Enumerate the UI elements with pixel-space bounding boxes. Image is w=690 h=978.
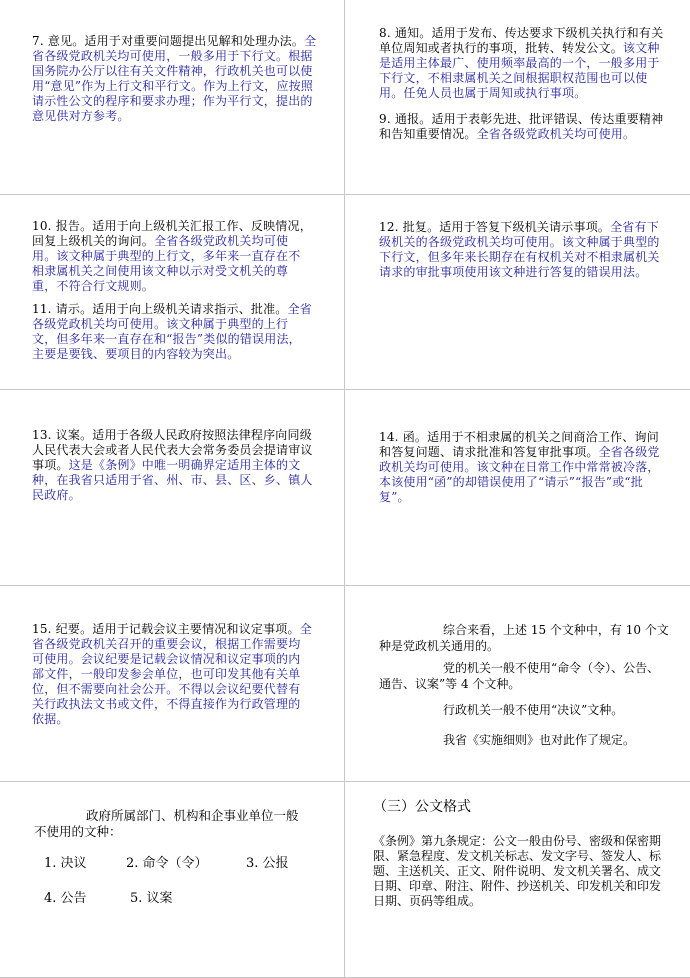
paragraph-qingshi [32, 302, 312, 362]
paragraph-tongbao [379, 112, 669, 142]
summary-paragraph-4: 我省《实施细则》也对此作了规定。 [443, 733, 636, 747]
paragraph-detail: 全省各级党政机关均可使用。该文种属于典型的上行文，但多年来一直存在和“报告”类似的错误用法，主要是要钱、要项目的内容较为突出。 [32, 302, 312, 361]
paragraph-yian [32, 428, 314, 503]
panel-summary [345, 586, 690, 782]
paragraph-han [379, 430, 669, 505]
paragraph-detail: 这是《条例》中唯一明确界定适用主体的文种，在我省只适用于省、州、市、县、区、乡、镇人民政府。 [32, 458, 313, 502]
panel-tongzhi-tongbao [345, 0, 690, 195]
paragraph-detail: 全省各级党政机关均可使用。该文种属于典型的上行文，多年来一直存在不相隶属机关之间使用该文种以示对受文机关的尊重，不符合行文规则。 [32, 234, 301, 293]
summary-paragraph-2: 党的机关一般不使用“命令（令）、公告、通告、议案”等 4 个文种。 [379, 661, 660, 691]
paragraph-lead: 13. 议案。适用于各级人民政府按照法律程序向同级人民代表大会或者人民代表大会常务委员会提请审议事项。 [32, 428, 313, 472]
paragraph-lead: 11. 请示。适用于向上级机关请求指示、批准。 [32, 302, 288, 316]
paragraph-detail: 全省有下级机关的各级党政机关均可使用。该文种属于典型的下行文，但多年来长期存在有权机关对不相隶属机关请求的审批事项使用该文种进行答复的错误用法。 [379, 220, 660, 279]
panel-yijian [0, 0, 345, 195]
paragraph-baogao [32, 219, 312, 294]
format-paragraph: 《条例》第九条规定：公文一般由份号、密级和保密期限、紧急程度、发文机关标志、发文字号、签发人、标题、主送机关、正文、附件说明、发文机关署名、成文日期、印章、附注、附件、抄送机关、印发机关和印发日期、页码等组成。 [373, 834, 662, 908]
paragraph-lead: 14. 函。适用于不相隶属的机关之间商洽工作、询问和答复问题、请求批准和答复审批事项。 [379, 430, 659, 459]
paragraph-yijian [32, 34, 324, 124]
panel-format [345, 782, 690, 978]
list-item: 5. 议案 [130, 891, 173, 906]
paragraph-lead: 10. 报告。适用于向上级机关汇报工作、反映情况，回复上级机关的询问。 [32, 219, 312, 248]
unused-types-intro: 政府所属部门、机构和企事业单位一般不使用的文种： [34, 808, 299, 839]
paragraph-lead: 9. 通报。适用于表彰先进、批评错误、传达重要精神和告知重要情况。 [379, 112, 664, 141]
panel-unused-types [0, 782, 345, 978]
panel-pifu [345, 195, 690, 390]
paragraph-detail: 全省各级党政机关均可使用。 [476, 127, 636, 141]
paragraph-lead: 7. 意见。适用于对重要问题提出见解和处理办法。 [32, 34, 305, 48]
panel-baogao-qingshi [0, 195, 345, 390]
paragraph-detail: 该文种是适用主体最广、使用频率最高的一个，一般多用于下行文，不相隶属机关之间根据职权范围也可以使用。任免人员也属于周知或执行事项。 [379, 41, 660, 100]
list-item: 2. 命令（令） [126, 856, 208, 871]
paragraph-jiyao [32, 622, 312, 727]
list-item: 4. 公告 [44, 891, 87, 906]
summary-paragraph-3: 行政机关一般不使用“决议”文种。 [443, 703, 624, 717]
panel-han [345, 390, 690, 586]
list-item: 3. 公报 [246, 856, 289, 871]
paragraph-lead: 12. 批复。适用于答复下级机关请示事项。 [379, 220, 611, 234]
section-heading: （三）公文格式 [373, 799, 471, 815]
paragraph-pifu [379, 220, 669, 280]
paragraph-tongzhi [379, 26, 669, 101]
paragraph-detail: 全省各级党政机关均可使用。该文种在日常工作中常常被冷落，本该使用“函”的却错误使用了“请示”“报告”或“批复”。 [379, 445, 660, 504]
paragraph-lead: 8. 通知。适用于发布、传达要求下级机关执行和有关单位周知或者执行的事项，批转、转发公文。 [379, 26, 664, 55]
panel-jiyao [0, 586, 345, 782]
unused-types-list [0, 782, 345, 978]
summary-paragraph-1: 综合来看，上述 15 个文种中，有 10 个文种是党政机关通用的。 [379, 623, 669, 653]
paragraph-lead: 15. 纪要。适用于记载会议主要情况和议定事项。 [32, 622, 300, 636]
list-item: 1. 决议 [44, 856, 87, 871]
paragraph-detail: 全省各级党政机关均可使用，一般多用于下行文。根据国务院办公厅以往有关文件精神，行政机关也可以使用“意见”作为上行文和平行文。作为上行文，应按照请示性公文的程序和要求办理；作为平行文，提出的意见供对方参考。 [32, 34, 317, 123]
paragraph-detail: 全省各级党政机关召开的重要会议，根据工作需要均可使用。会议纪要是记载会议情况和议定事项的内部文件，一般印发参会单位，也可印发其他有关单位，但不需要向社会公开。不得以会议纪要代替有关行政执法文书或文件，不得直接作为行政管理的依据。 [32, 622, 312, 726]
panel-yian [0, 390, 345, 586]
